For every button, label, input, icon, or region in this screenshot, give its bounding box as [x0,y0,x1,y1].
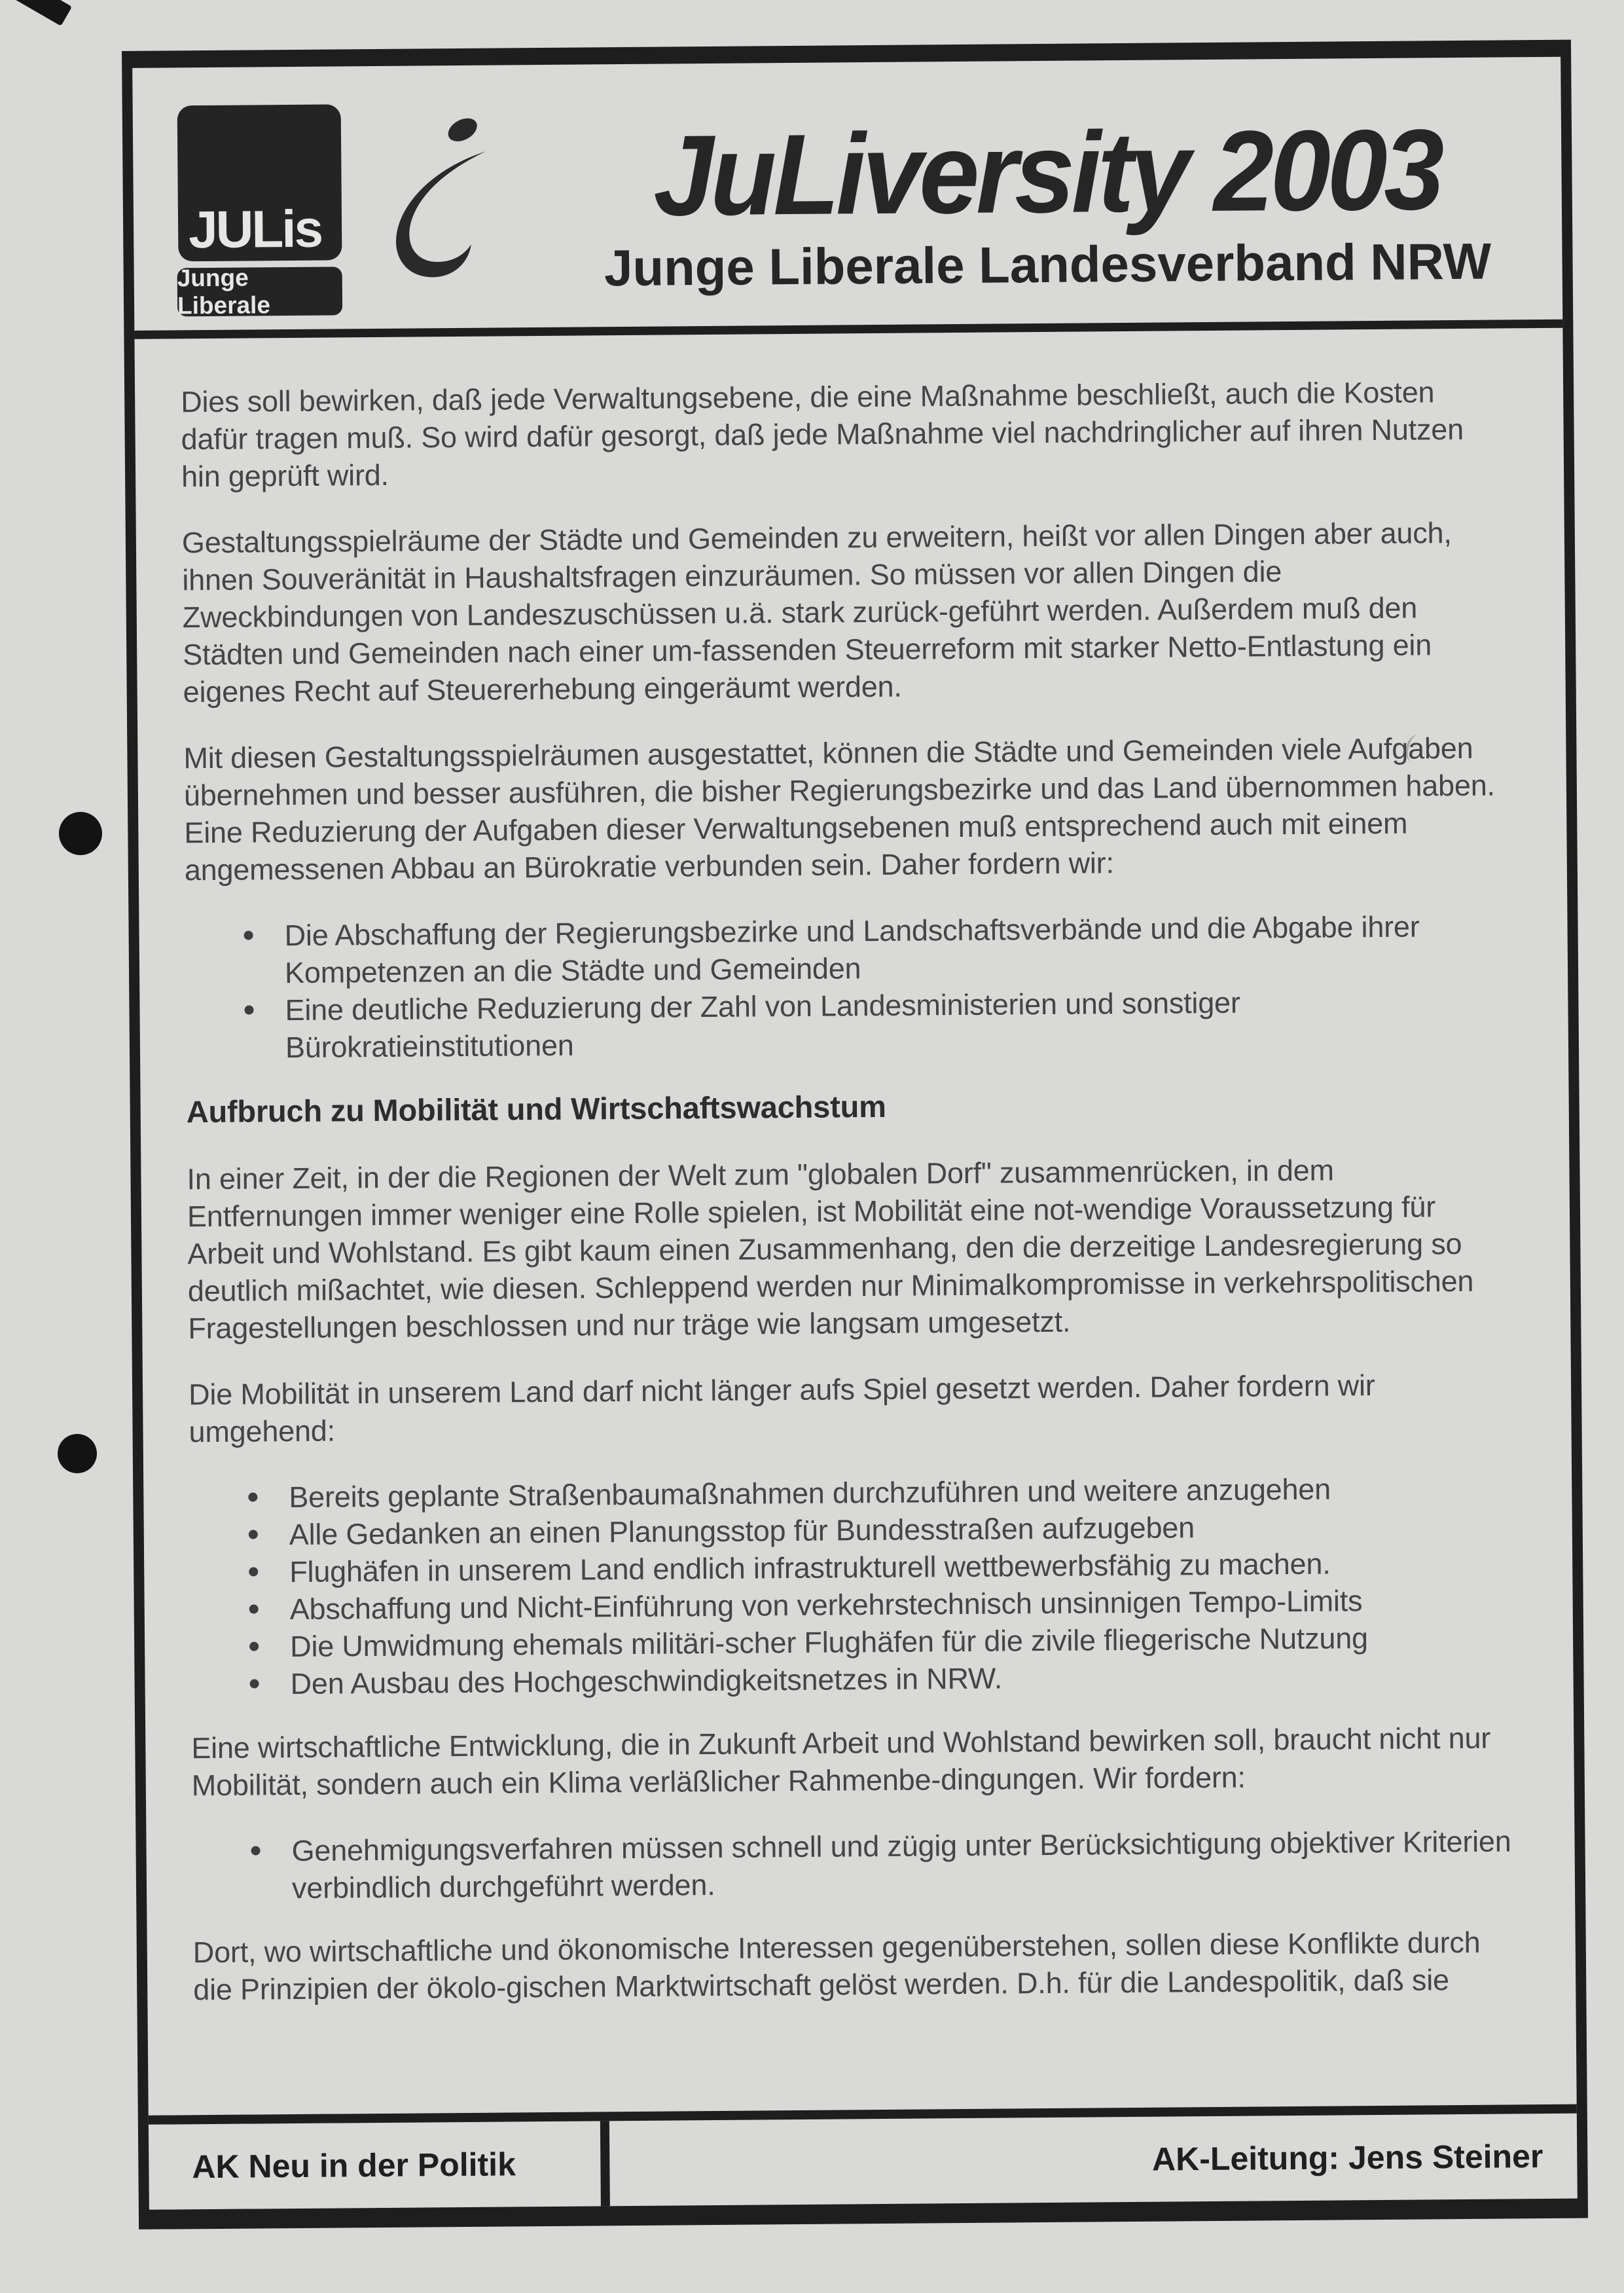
paragraph: Eine wirtschaftliche Entwicklung, die in Zukunft Arbeit und Wohlstand bewirken soll, braucht nicht nur Mobilität, sondern auch ein Klima verläßlicher Rahmenbe-dingungen. Wir fordern: [191,1721,1491,1803]
paragraph: Dies soll bewirken, daß jede Verwaltungsebene, die eine Maßnahme beschließt, auch die Kosten dafür tragen muß. So wird dafür gesorgt, daß jede Maßnahme viel nachdringlicher auf ihren Nutzen hin geprüft wird. [181,375,1464,494]
list-item: Flughäfen in unserem Land endlich infrastrukturell wettbewerbsfähig zu machen. [289,1543,1512,1590]
junge-liberale-badge-text: Junge Liberale [177,264,271,320]
demands-economy-list [192,1822,1515,1907]
list-item: Abschaffung und Nicht-Einführung von verkehrstechnisch unsinnigen Tempo-Limits [289,1581,1512,1628]
list-item: Eine deutliche Reduzierung der Zahl von Landesministerien und sonstiger Bürokratieinstitutionen [285,981,1508,1066]
page-subtitle: Junge Liberale Landesverband NRW [604,232,1492,297]
document-footer [149,2104,1578,2210]
list-item: Genehmigungsverfahren müssen schnell und zügig unter Berücksichtigung objektiver Kriterien verbindlich durchgeführt werden. [291,1822,1515,1907]
junge-liberale-badge [177,264,343,320]
hole-punch-top [59,812,102,855]
document-header [132,57,1562,339]
page-title: JuLiversity 2003 [653,106,1441,240]
list-item: Die Abschaffung der Regierungsbezirke und Landschaftsverbände und die Abgabe ihrer Kompetenzen an die Städte und Gemeinden [284,907,1507,991]
paragraph: Gestaltungsspielräume der Städte und Gemeinden zu erweitern, heißt vor allen Dingen aber auch, ihnen Souveränität in Haushaltsfragen einzuräumen. So müssen vor allen Dingen die Zweckbindungen von Landeszuschüssen u.ä. stark zurück-geführt werden. Außerdem muß den Städten und Gemeinden nach einer um-fassenden Steuerreform mit starker Netto-Entlastung ein eigenes Recht auf Steuererhebung eingeräumt werden. [181,516,1452,709]
paragraph: In einer Zeit, in der die Regionen der Welt zum "globalen Dorf" zusammenrücken, in dem Entfernungen immer weniger eine Rolle spielen, ist Mobilität eine not-wendige Voraussetzung für Arbeit und Wohlstand. Es gibt kaum einen Zusammenhang, den die derzeitige Landesregierung so deutlich mißachtet, wie diesen. Schleppend werden nur Minimalkompromisse in verkehrspolitischen Fragestellungen beschlossen und nur träge wie langsam umgesetzt. [187,1153,1474,1346]
paragraph: Mit diesen Gestaltungsspielräumen ausgestattet, können die Städte und Gemeinden viele Aufgaben übernehmen und besser ausführen, die bisher Regierungsbezirke und das Land übernommen haben. Eine Reduzierung der Aufgaben dieser Verwaltungsebenen muß entsprechend auch mit einem angemessenen Abbau an Bürokratie verbunden sein. Daher fordern wir: [183,731,1496,887]
list-item: Den Ausbau des Hochgeschwindigkeitsnetzes in NRW. [290,1655,1513,1702]
paragraph: Dort, wo wirtschaftliche und ökonomische Interessen gegenüberstehen, sollen diese Konflikte durch die Prinzipien der ökolo-gischen Marktwirtschaft gelöst werden. D.h. für die Landespolitik, daß sie [192,1925,1481,2007]
footer-leader-label: AK-Leitung: Jens Steiner [1151,2138,1543,2178]
demands-mobility-list [189,1469,1513,1703]
document-border-box [122,40,1588,2229]
list-item: Die Umwidmung ehemals militäri-scher Flughäfen für die zivile fliegerische Nutzung [290,1618,1513,1665]
paragraph: Die Mobilität in unserem Land darf nicht länger aufs Spiel gesetzt werden. Daher fordern wir umgehend: [188,1368,1375,1449]
demands-government-list [185,907,1508,1067]
figure-swoosh-icon [361,111,526,282]
footer-workgroup [149,2121,610,2210]
julis-logo [177,104,342,261]
document-body [134,328,1576,2116]
list-item: Alle Gedanken an einen Planungsstop für Bundesstraßen aufzugeben [289,1506,1512,1553]
footer-leader [609,2114,1578,2207]
section-heading: Aufbruch zu Mobilität und Wirtschaftswachstum [186,1088,886,1129]
footer-workgroup-label: AK Neu in der Politik [192,2146,516,2186]
hole-punch-bottom [58,1434,97,1473]
scan-corner-artifact [7,0,72,26]
julis-logo-text: JULis [188,199,322,259]
list-item: Bereits geplante Straßenbaumaßnahmen durchzuführen und weitere anzugehen [289,1469,1511,1516]
